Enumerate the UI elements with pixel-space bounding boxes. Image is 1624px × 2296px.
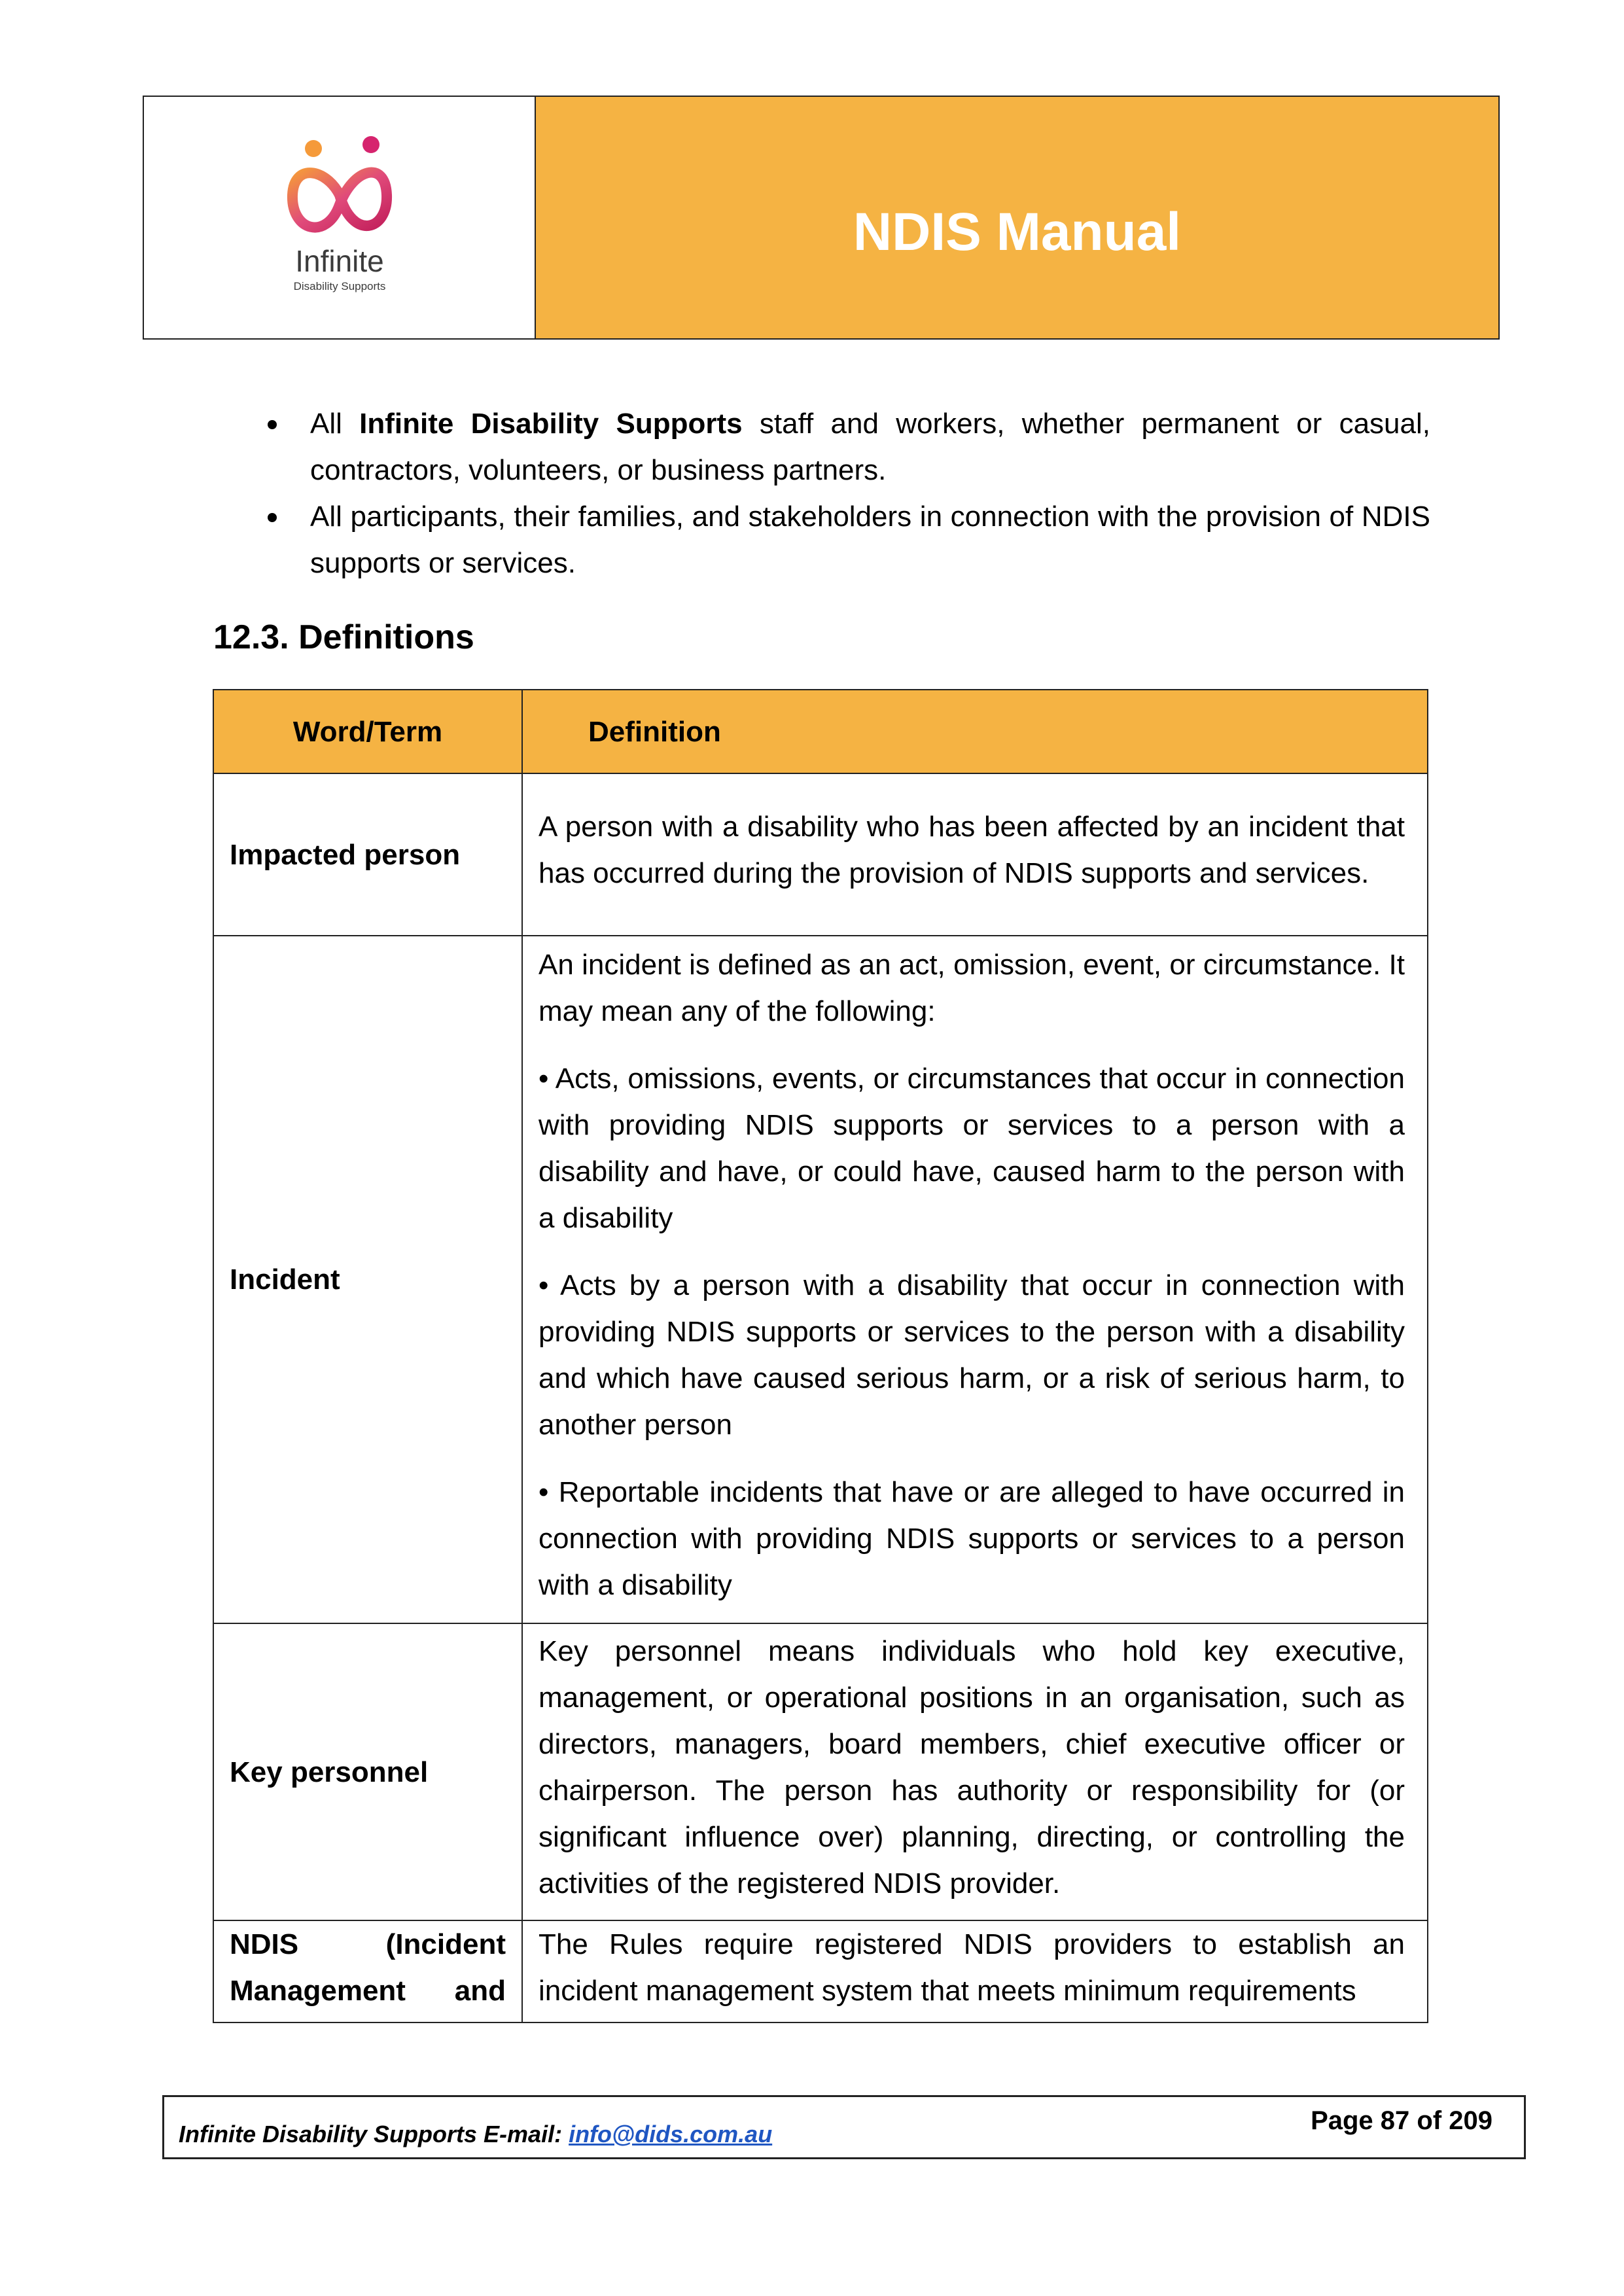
list-item: All Infinite Disability Supports staff and workers, whether permanent or casual, contractors, volunteers, or business partners. xyxy=(213,400,1430,493)
logo-name: Infinite xyxy=(294,243,384,278)
org-name: Infinite Disability Supports xyxy=(359,408,743,440)
term-cell: Key personnel xyxy=(213,1623,522,1920)
term-cell: Impacted person xyxy=(213,773,522,936)
section-title: 12.3. Definitions xyxy=(213,618,474,656)
definitions-table xyxy=(213,689,1428,2023)
infinite-logo-icon xyxy=(274,133,405,303)
scope-list xyxy=(213,400,1430,586)
list-item: All participants, their families, and stakeholders in connection with the provision of NDIS supports or services. xyxy=(213,493,1430,586)
page-header xyxy=(143,96,1500,340)
column-header-definition: Definition xyxy=(522,690,1428,773)
column-header-term: Word/Term xyxy=(213,690,522,773)
title-cell xyxy=(536,97,1498,338)
table-row xyxy=(213,1920,1428,2022)
table-header-row xyxy=(213,690,1428,773)
definition-cell: The Rules require registered NDIS providers to establish an incident management system that meets minimum requirements xyxy=(522,1920,1428,2022)
definition-cell: Key personnel means individuals who hold key executive, management, or operational positions in an organisation, such as directors, managers, board members, chief executive officer or chairperson. The person has authority or responsibility for (or significant influence over) planning, directing, or controlling the activities of the registered NDIS provider. xyxy=(522,1623,1428,1920)
page-footer xyxy=(162,2095,1526,2159)
table-row xyxy=(213,773,1428,936)
logo-tagline: Disability Supports xyxy=(293,279,385,292)
document-title: NDIS Manual xyxy=(853,202,1182,262)
table-row xyxy=(213,936,1428,1623)
footer-org: Infinite Disability Supports E-mail: xyxy=(179,2121,569,2147)
term-cell: Incident xyxy=(213,936,522,1623)
page-number: Page 87 of 209 xyxy=(1311,2106,1492,2135)
definition-cell: An incident is defined as an act, omission, event, or circumstance. It may mean any of the following: • Acts, omissions, events, or circumstances that occur in connection with providing NDIS supports or services to a person with a disability and have, or could have, caused harm to the person with a disability • Acts by a person with a disability that occur in connection with providing NDIS supports or services to the person with a disability and which have caused serious harm, or a risk of serious harm, to another person • Reportable incidents that have or are alleged to have occurred in connection with providing NDIS supports or services to a person with a disability xyxy=(522,936,1428,1623)
table-row xyxy=(213,1623,1428,1920)
bullet-icon xyxy=(213,493,310,586)
definition-cell: A person with a disability who has been affected by an incident that has occurred during the provision of NDIS supports and services. xyxy=(522,773,1428,936)
logo-cell xyxy=(144,97,536,338)
bullet-icon xyxy=(213,400,310,493)
email-link[interactable]: info@dids.com.au xyxy=(569,2121,773,2147)
term-cell: NDIS (Incident Management and xyxy=(213,1920,522,2022)
